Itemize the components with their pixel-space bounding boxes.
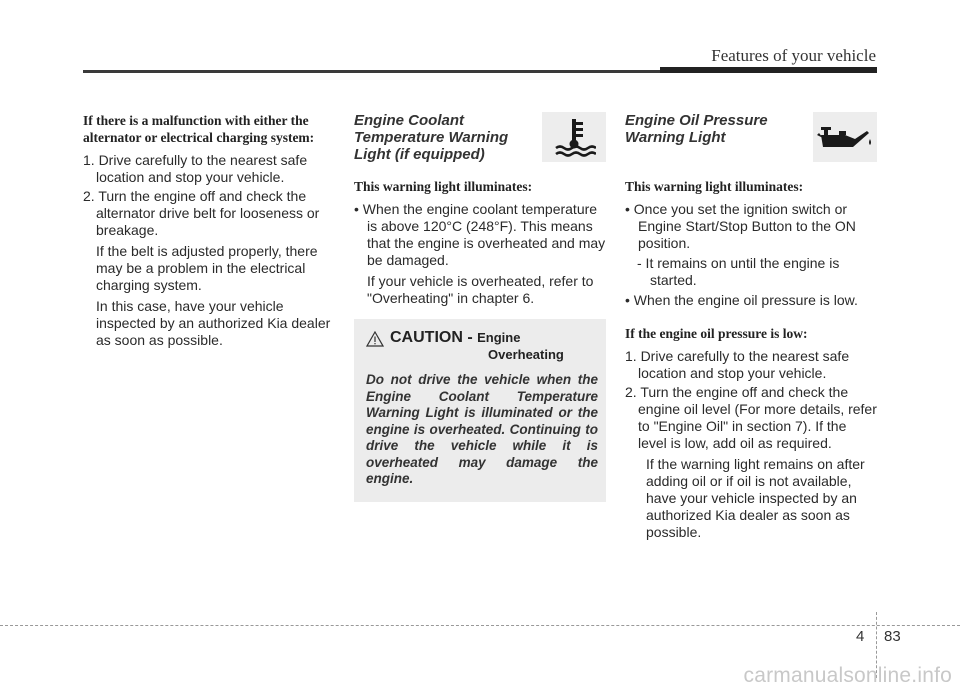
oil-bullet-2: • When the engine oil pressure is low.	[625, 292, 858, 308]
header-title: Features of your vehicle	[711, 46, 876, 65]
oil-illuminates-heading: This warning light illuminates:	[625, 179, 804, 194]
chapter-number: 4	[856, 628, 865, 645]
alternator-step-1: 1. Drive carefully to the nearest safe location and stop your vehicle.	[83, 152, 308, 185]
oil-bullet-1: • Once you set the ignition switch or Engine Start/Stop Button to the ON position.	[625, 201, 856, 251]
caution-box	[354, 319, 606, 502]
oil-para: If the warning light remains on after adding oil or if oil is not available, have your vehicle inspected by an authorized Kia dealer as soon as possible.	[646, 456, 865, 540]
warning-triangle-icon	[366, 331, 384, 347]
oil-dash-1: - It remains on until the engine is started.	[637, 255, 840, 288]
oil-section-header	[625, 112, 877, 170]
oil-icon-box	[813, 112, 877, 162]
alternator-para-1: If the belt is adjusted properly, there may be a problem in the electrical charging system.	[96, 243, 318, 293]
oil-step-2: 2. Turn the engine off and check the engine oil level (For more details, refer to "Engine Oil" in section 7). If the level is low, add oil as required.	[625, 384, 877, 451]
oil-step-1: 1. Drive carefully to the nearest safe location and stop your vehicle.	[625, 348, 850, 381]
oil-section-title: Engine Oil Pressure Warning Light	[625, 112, 768, 146]
oil-low-heading: If the engine oil pressure is low:	[625, 326, 808, 341]
caution-header	[366, 329, 598, 362]
coolant-para: If your vehicle is overheated, refer to "Overheating" in chapter 6.	[367, 273, 594, 306]
coolant-bullet-1: • When the engine coolant temperature is above 120°C (248°F). This means that the engine is overheated and may be damaged.	[354, 201, 606, 268]
caution-subject-line-2: Overheating	[488, 347, 564, 362]
caution-text: Do not drive the vehicle when the Engine Coolant Temperature Warning Light is illuminated or the engine is overheated. Continuing to drive the vehicle while it is overheated may damage the engine.	[366, 372, 598, 486]
coolant-illuminates-heading: This warning light illuminates:	[354, 179, 533, 194]
header-rule-accent	[660, 67, 877, 73]
watermark: carmanualsonline.info	[743, 664, 952, 687]
alternator-para-2: In this case, have your vehicle inspected by an authorized Kia dealer as soon as possible.	[96, 298, 331, 348]
column-coolant	[354, 112, 606, 502]
alternator-heading: If there is a malfunction with either the alternator or electrical charging system:	[83, 113, 315, 145]
column-oil-pressure	[625, 112, 877, 543]
caution-subject-line-1: Engine	[477, 330, 521, 345]
coolant-temperature-icon	[552, 115, 596, 159]
coolant-section-header	[354, 112, 606, 170]
coolant-icon-box	[542, 112, 606, 162]
page-number: 83	[884, 628, 901, 645]
column-alternator	[83, 112, 335, 351]
alternator-step-2: 2. Turn the engine off and check the alternator drive belt for looseness or breakage.	[83, 188, 320, 238]
coolant-section-title: Engine Coolant Temperature Warning Light (if equipped)	[354, 112, 509, 163]
caution-label: CAUTION -	[390, 329, 473, 346]
footer-rule	[0, 625, 960, 626]
oil-can-icon	[815, 119, 875, 155]
